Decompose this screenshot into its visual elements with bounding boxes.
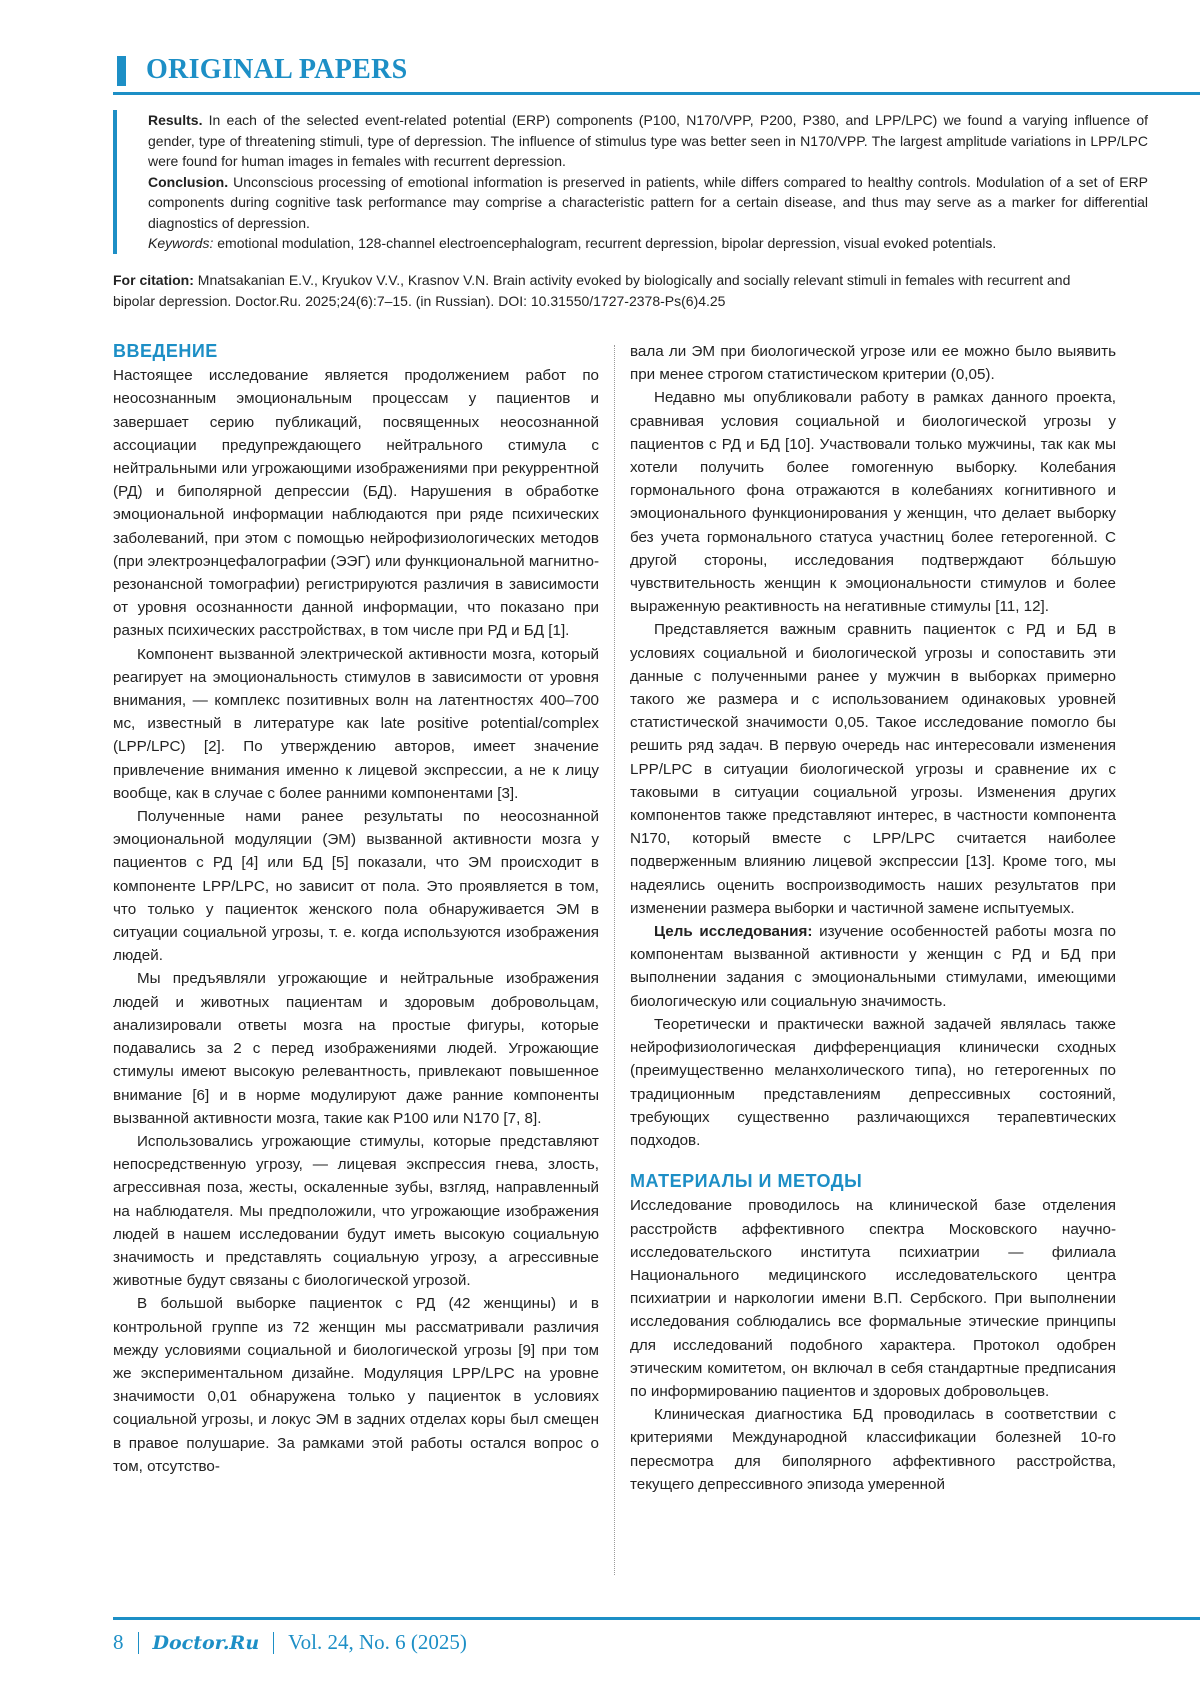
issue-info: Vol. 24, No. 6 (2025)	[288, 1630, 467, 1655]
abstract	[113, 110, 1148, 254]
paragraph: Теоретически и практически важной задачей являлась также нейрофизиологическая дифференциация клинически сходных (преимущественно меланхолического типа), но гетерогенных по традиционным представлениям депрессивных состояний, требующих существенно различающихся терапевтических подходов.	[630, 1013, 1116, 1152]
paragraph: Настоящее исследование является продолжением работ по неосознанным эмоциональным процессам у пациентов и завершает серию публикаций, посвященных неосознанной ассоциации предупреждающего нейтрального стимула с нейтральными или угрожающими изображениями при рекуррентной (РД) и биполярной депрессии (БД). Нарушения в обработке эмоциональной информации наблюдаются при ряде психических заболеваний, при этом с помощью нейрофизиологических методов (при электроэнцефалографии (ЭЭГ) или функциональной магнитно-резонансной томографии) регистрируются различия в зависимости от уровня осознанности данной информации, что показано при разных психических расстройствах, в том числе при РД и БД [1].	[113, 364, 599, 642]
heading-methods: МАТЕРИАЛЫ И МЕТОДЫ	[630, 1170, 1116, 1193]
paragraph: Компонент вызванной электрической активности мозга, который реагирует на эмоциональность стимулов в зависимости от уровня внимания, — комплекс позитивных волн на латентностях 400–700 мс, известный в литературе как late positive potential/complex (LPP/LPC) [2]. По утверждению авторов, имеет значение привлечение внимания именно к лицевой экспрессии, а не к лицу вообще, как в случае с более ранними компонентами [3].	[113, 643, 599, 805]
keywords-text: emotional modulation, 128-channel electroencephalogram, recurrent depression, bipolar depression, visual evoked potentials.	[213, 235, 996, 251]
abstract-keywords	[148, 233, 1148, 254]
citation-label: For citation:	[113, 272, 194, 288]
journal-logo: Doctor.Ru	[153, 1632, 260, 1654]
separator	[273, 1632, 274, 1654]
separator	[138, 1632, 139, 1654]
right-column	[630, 340, 1116, 1496]
paragraph: Недавно мы опубликовали работу в рамках данного проекта, сравнивая условия социальной и биологической угрозы у пациентов с РД и БД [10]. Участвовали только мужчины, так как мы хотели получить более гомогенную выборку. Колебания гормонального фона отражаются в колебаниях когнитивного и эмоционального функционирования у женщин, что делает выборку без учета гормонального статуса участниц более гетерогенной. С другой стороны, исследования подтверждают бóльшую чувствительность женщин к эмоциональности стимулов и более выраженную реактивность на негативные стимулы [11, 12].	[630, 386, 1116, 618]
header-rule	[113, 92, 1200, 95]
paragraph: Клиническая диагностика БД проводилась в соответствии с критериями Международной классификации болезней 10-го пересмотра для биполярного аффективного расстройства, текущего депрессивного эпизода умеренной	[630, 1403, 1116, 1496]
results-label: Results.	[148, 112, 202, 128]
citation	[113, 270, 1113, 311]
footer-rule	[113, 1617, 1200, 1620]
section-marker	[117, 56, 126, 86]
aim-text: изучение особенностей работы мозга по компонентам вызванной активности у женщин с РД и БД при выполнении задания с эмоциональными стимулами, имеющими биологическую или социальную значимость.	[630, 923, 1116, 1010]
paragraph: В большой выборке пациенток с РД (42 женщины) и в контрольной группе из 72 женщин мы рассматривали различия между условиями социальной и биологической угрозы [9] при том же экспериментальном дизайне. Модуляция LPP/LPC на уровне значимости 0,01 обнаружена только у пациенток в условиях социальной угрозы, и локус ЭМ в задних отделах коры был смещен в правое полушарие. За рамками этой работы остался вопрос о том, отсутство-	[113, 1292, 599, 1478]
left-column	[113, 340, 599, 1478]
heading-introduction: ВВЕДЕНИЕ	[113, 340, 599, 363]
citation-text: Mnatsakanian E.V., Kryukov V.V., Krasnov V.N. Brain activity evoked by biologically and socially relevant stimuli in females with recurrent and bipolar depression. Doctor.Ru. 2025;24(6):7–15. (in Russian). DOI: 10.31550/1727-2378-Ps(6)4.25	[113, 272, 1070, 309]
footer	[113, 1630, 467, 1655]
aim-label: Цель исследования:	[654, 923, 812, 940]
paragraph: Использовались угрожающие стимулы, которые представляют непосредственную угрозу, — лицевая экспрессия гнева, злость, агрессивная поза, жесты, оскаленные зубы, взгляд, направленный на наблюдателя. Мы предположили, что угрожающие изображения людей в нашем исследовании будут иметь высокую социальную значимость и представлять социальную угрозу, а агрессивные животные будут связаны с биологической угрозой.	[113, 1130, 599, 1292]
paragraph: Исследование проводилось на клинической базе отделения расстройств аффективного спектра Московского научно-исследовательского института психиатрии — филиала Национального медицинского исследовательского центра психиатрии и наркологии имени В.П. Сербского. При выполнении исследования соблюдались все формальные этические принципы для исследований подобного характера. Протокол одобрен этическим комитетом, он включал в себя стандартные предписания по информированию пациентов и здоровых добровольцев.	[630, 1194, 1116, 1403]
paragraph: Мы предъявляли угрожающие и нейтральные изображения людей и животных пациентам и здоровым добровольцам, анализировали ответы мозга на простые фигуры, которые подавались за 2 с перед изображениями людей. Угрожающие стимулы имеют высокую релевантность, привлекают повышенное внимание [6] и в норме модулируют даже ранние компоненты вызванной активности мозга, такие как P100 или N170 [7, 8].	[113, 967, 599, 1129]
paragraph: Представляется важным сравнить пациенток с РД и БД в условиях социальной и биологической угрозы и сопоставить эти данные с полученными ранее у мужчин в выборках примерно такого же размера и с использованием одинаковых уровней статистической значимости 0,05. Такое исследование помогло бы решить ряд задач. В первую очередь нас интересовали изменения LPP/LPC в ситуации биологической угрозы и сравнение их с таковыми в ситуации социальной угрозы. Изменения других компонентов также представляют интерес, в частности компонента N170, который вместе с LPP/LPC считается наиболее подверженным влиянию лицевой экспрессии [13]. Кроме того, мы надеялись оценить воспроизводимость наших результатов при изменении размера выборки и частичной замене испытуемых.	[630, 618, 1116, 920]
column-divider	[614, 345, 615, 1575]
page-number: 8	[113, 1630, 124, 1655]
conclusion-label: Conclusion.	[148, 174, 228, 190]
abstract-conclusion	[148, 172, 1148, 234]
results-text: In each of the selected event-related potential (ERP) components (P100, N170/VPP, P200, P380, and LPP/LPC) we found a varying influence of gender, type of threatening stimuli, type of depression. The influence of stimulus type was better seen in N170/VPP. The largest amplitude variations in LPP/LPC were found for human images in females with recurrent depression.	[148, 112, 1148, 169]
section-title: ORIGINAL PAPERS	[146, 54, 407, 86]
keywords-label: Keywords:	[148, 235, 213, 251]
abstract-results	[148, 110, 1148, 172]
aim-paragraph	[630, 920, 1116, 1013]
paragraph-continuation: вала ли ЭМ при биологической угрозе или ее можно было выявить при менее строгом статистическом критерии (0,05).	[630, 340, 1116, 386]
conclusion-text: Unconscious processing of emotional information is preserved in patients, while differs compared to healthy controls. Modulation of a set of ERP components during cognitive task performance may comprise a characteristic pattern for a certain disease, and thus may serve as a marker for differential diagnostics of depression.	[148, 174, 1148, 231]
paragraph: Полученные нами ранее результаты по неосознанной эмоциональной модуляции (ЭМ) вызванной активности мозга у пациентов с РД [4] или БД [5] показали, что ЭМ происходит в компоненте LPP/LPC, но зависит от пола. Это проявляется в том, что только у пациенток женского пола обнаруживается ЭМ в ситуации социальной угрозы, т. е. когда используются изображения людей.	[113, 805, 599, 967]
